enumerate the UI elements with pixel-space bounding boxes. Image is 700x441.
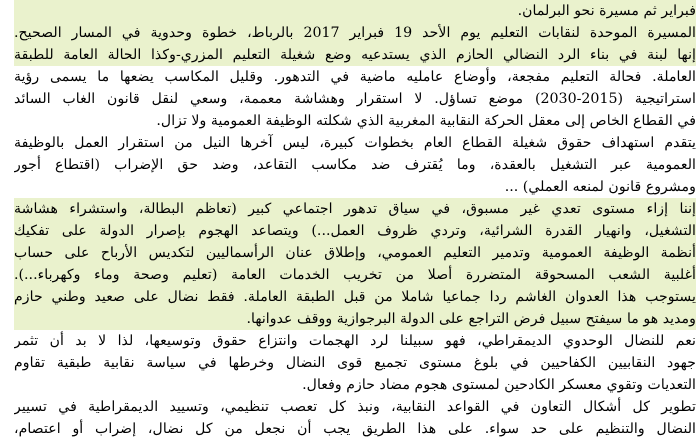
text-line: تطوير كل أشكال التعاون في القواعد النقابية، ونبذ كل تعصب تنظيمي، وتسييد الديمقراطية في تسيير [14, 399, 696, 415]
text-line: ومديد هو ما سيفتح سبيل فرض التراجع على الدولة البرجوازية ووقف عدوانها. [14, 308, 696, 330]
text-line: التشغيل، وانهيار القدرة الشرائية، وتردي ظروف العمل...) ويتصاعد الهجوم بإصرار الدولة على تفكيك [14, 220, 696, 242]
text-line: يستوجب هذا العدوان الغاشم ردا جماعيا شاملا من قبل الطبقة العاملة. فقط نضال على صعيد وطني حازم [14, 286, 696, 308]
text-line: ومشروع قانون لمنعه العملي) ... [504, 179, 696, 195]
text-line: العاملة. فحالة التعليم مفجعة، وأوضاع عامليه ماضية في التدهور. وقليل المكاسب يضعها ما يسمى رؤية [14, 69, 696, 85]
text-line: التعديات وتقوي معسكر الكادحين لمستوى هجوم مضاد حازم وفعال. [302, 377, 696, 393]
text-line: في القطاع الخاص إلى معقل الحركة النقابية المغربية الذي شكلته الوظيفة العمومية ولا تزال. [156, 113, 696, 129]
text-line: نعم للنضال الوحدوي الديمقراطي، فهو سبيلنا لرد الهجمات وانتزاع حقوق وتوسيعها، لذا لا بد أن تثمر [14, 333, 696, 349]
text-line: جهود النقابيين الكفاحيين في بلوغ مستوى تجميع قوى النضال وخرطها في سياسة نقابية طبقية تقاوم [14, 355, 696, 371]
text-line: المسيرة الموحدة لنقابات التعليم يوم الأحد 19 فبراير 2017 بالرباط، خطوة وحدوية في المسار الصحيح. [14, 22, 696, 44]
text-line: فبراير ثم مسيرة نحو البرلمان. [14, 0, 696, 22]
text-line: إننا إزاء مستوى تعدي غير مسبوق، في سياق تدهور اجتماعي كبير (تعاظم البطالة، واستشراء هشاشة [14, 198, 696, 220]
text-line: أنظمة الوظيفة العمومية وتدمير التعليم العمومي، وإطلاق عنان الرأسماليين لتكديس الأرباح على حساب [14, 242, 696, 264]
text-line: النضال والتنظيم على حد سواء. على هذا الطريق يجب أن نجعل من كل نضال، إضراب أو اعتصام، [14, 421, 696, 437]
text-line: إنها لبنة في بناء الرد النضالي الحازم الذي يستدعيه وضع شغيلة التعليم المزري-وكذا الحالة العامة للطبقة [14, 44, 696, 66]
text-line: العمومية عبر التشغيل بالعقدة، وما يُقترف ضد مكاسب التقاعد، وضد حق الإضراب (اقتطاع أجور [14, 157, 696, 173]
text-line: استراتيجية (2015-2030) موضع تساؤل. لا استقرار وهشاشة معممة، وسعي لنقل قانون الغاب السائد [14, 91, 696, 107]
text-line: يتقدم استهداف حقوق شغيلة القطاع العام بخطوات كبيرة، ليس آخرها النيل من استقرار العمل بالوظيفة [14, 135, 696, 151]
text-line: أغلبية الشعب المسحوقة المتضررة أصلا من تخريب الخدمات العامة (تعليم وصحة وماء وكهرباء...). [14, 264, 696, 286]
